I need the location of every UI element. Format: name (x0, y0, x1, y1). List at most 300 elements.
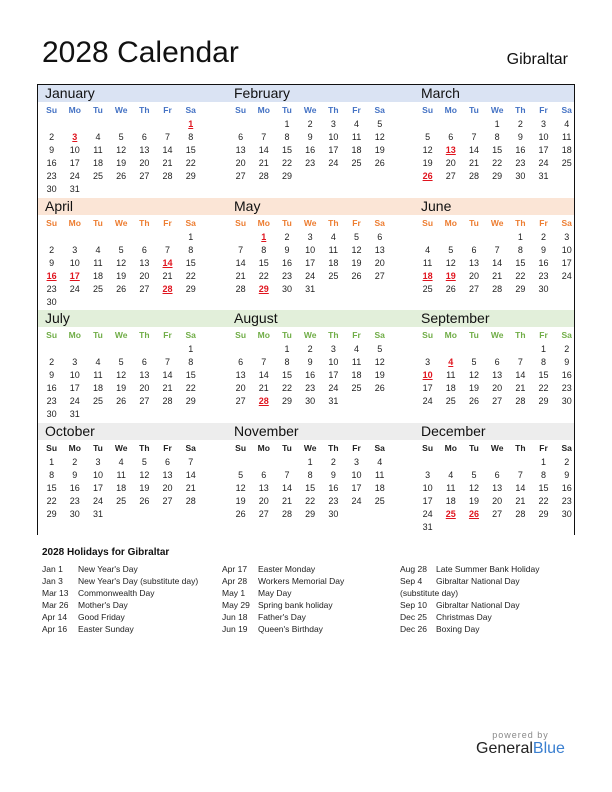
holiday-name: May Day (258, 588, 292, 598)
holiday-day-cell: 3 (72, 132, 78, 142)
weekday-label: Mo (257, 330, 270, 340)
day-cell: 24 (422, 396, 433, 406)
day-cell: 6 (141, 357, 147, 367)
weekday-label: Su (46, 442, 58, 453)
holiday-name: Gibraltar National Day (436, 600, 520, 610)
month-name: October (45, 422, 95, 439)
day-cell: 17 (561, 257, 572, 268)
day-cell: 9 (49, 145, 55, 155)
weekday-label: Fr (352, 217, 361, 228)
holiday-date: Apr 14 (42, 612, 68, 622)
weekday-label: Mo (68, 217, 81, 228)
day-cell: 26 (374, 158, 385, 168)
empty-cell (462, 118, 485, 131)
week-row (416, 244, 596, 257)
weekday-label: Tu (282, 105, 292, 115)
week-row (416, 231, 596, 244)
holiday-item (400, 587, 539, 599)
weekday-label: Th (139, 442, 150, 453)
day-cell: 11 (446, 370, 456, 380)
day-cell: 13 (162, 469, 173, 480)
weekday-label: Fr (539, 105, 548, 115)
weekday-label: Sa (185, 442, 196, 453)
day-cell: 3 (564, 231, 570, 242)
powered-by-text: powered by (492, 730, 549, 740)
weekday-label: Fr (539, 217, 548, 228)
day-cell: 23 (538, 270, 549, 281)
day-cell: 12 (468, 482, 479, 493)
week-row (229, 244, 409, 257)
day-cell: 16 (561, 482, 572, 493)
day-cell: 4 (118, 456, 124, 467)
empty-cell (555, 170, 578, 183)
day-cell: 30 (46, 184, 57, 194)
weekday-label: Sa (374, 217, 385, 228)
day-cell: 8 (188, 357, 194, 367)
month-name: June (421, 197, 452, 214)
day-cell: 16 (281, 257, 292, 268)
holiday-name: Easter Monday (258, 564, 316, 574)
day-cell: 11 (422, 257, 433, 268)
holiday-date: Aug 28 (400, 564, 427, 574)
week-row (229, 157, 409, 170)
holiday-item (222, 599, 344, 611)
weekday-label: Th (515, 217, 526, 228)
day-cell: 27 (162, 495, 173, 506)
holiday-date: Dec 25 (400, 612, 427, 622)
holiday-date: May 29 (222, 600, 250, 610)
day-cell: 16 (69, 482, 80, 493)
empty-cell (179, 408, 202, 421)
empty-cell (322, 170, 345, 183)
month-may (229, 198, 409, 296)
holiday-day-cell: 17 (69, 270, 80, 281)
day-cell: 22 (185, 270, 196, 281)
day-cell: 16 (538, 257, 549, 268)
day-cell: 23 (46, 171, 57, 181)
empty-cell (86, 296, 109, 309)
day-cell: 25 (422, 283, 433, 294)
month-february (229, 85, 409, 183)
day-cell: 5 (141, 456, 147, 467)
day-cell: 20 (374, 257, 385, 268)
day-cell: 6 (141, 244, 147, 255)
weekday-label: Th (139, 105, 150, 115)
day-cell: 31 (92, 508, 103, 519)
day-cell: 13 (235, 370, 246, 380)
holiday-name: Father's Day (258, 612, 306, 622)
empty-cell (86, 183, 109, 196)
day-cell: 1 (188, 231, 194, 242)
empty-cell (133, 231, 156, 244)
day-cell: 17 (538, 145, 549, 155)
day-cell: 5 (448, 244, 454, 255)
day-cell: 25 (328, 270, 339, 281)
week-row (40, 382, 220, 395)
day-cell: 15 (185, 257, 196, 268)
week-row (229, 395, 409, 408)
day-cell: 29 (185, 171, 196, 181)
day-cell: 28 (235, 283, 246, 294)
empty-cell (156, 508, 179, 521)
day-cell: 7 (517, 469, 523, 480)
day-cell: 8 (284, 132, 290, 142)
day-cell: 6 (165, 456, 171, 467)
day-cell: 18 (351, 145, 362, 155)
day-cell: 8 (517, 244, 523, 255)
day-cell: 10 (422, 482, 433, 493)
day-cell: 28 (515, 508, 526, 519)
day-cell: 9 (307, 357, 313, 367)
day-cell: 31 (538, 171, 549, 181)
empty-cell (345, 395, 368, 408)
day-cell: 7 (165, 132, 171, 142)
day-cell: 26 (445, 283, 456, 294)
week-row (229, 270, 409, 283)
holiday-name: Late Summer Bank Holiday (436, 564, 540, 574)
day-cell: 3 (541, 119, 547, 129)
day-cell: 21 (258, 383, 269, 393)
day-cell: 23 (46, 283, 57, 294)
day-cell: 11 (562, 132, 572, 142)
day-cell: 1 (284, 344, 290, 354)
weekday-label: Th (328, 330, 339, 340)
empty-cell (179, 508, 202, 521)
day-cell: 20 (468, 270, 479, 281)
day-cell: 21 (162, 158, 173, 168)
weekday-label: Mo (444, 105, 457, 115)
empty-cell (86, 343, 109, 356)
day-cell: 20 (235, 158, 246, 168)
weekday-label: Mo (68, 442, 81, 453)
weekday-label: Tu (469, 442, 479, 453)
day-cell: 15 (46, 482, 57, 493)
day-cell: 7 (494, 244, 500, 255)
weekday-label: Th (328, 105, 339, 115)
holiday-name: Workers Memorial Day (258, 576, 345, 586)
day-cell: 31 (69, 409, 80, 419)
day-cell: 10 (538, 132, 549, 142)
day-cell: 31 (305, 283, 316, 294)
day-cell: 1 (541, 456, 547, 467)
day-cell: 26 (116, 283, 127, 294)
day-cell: 5 (354, 231, 360, 242)
empty-cell (63, 118, 86, 131)
week-row (229, 118, 409, 131)
week-row (40, 131, 220, 144)
day-cell: 19 (351, 257, 362, 268)
day-cell: 5 (118, 357, 124, 367)
weekday-label: We (114, 105, 128, 115)
day-cell: 6 (471, 244, 477, 255)
day-cell: 26 (139, 495, 150, 506)
day-cell: 27 (258, 508, 269, 519)
week-row (40, 482, 220, 495)
day-cell: 11 (375, 469, 385, 480)
holiday-day-cell: 14 (162, 257, 173, 268)
day-cell: 15 (515, 257, 526, 268)
day-cell: 14 (235, 257, 246, 268)
weekday-label: Sa (185, 330, 196, 340)
empty-cell (133, 343, 156, 356)
day-cell: 30 (46, 409, 57, 419)
empty-cell (252, 343, 275, 356)
day-cell: 12 (116, 257, 127, 268)
day-cell: 4 (354, 344, 360, 354)
holiday-date: Sep 4 (400, 576, 423, 586)
empty-cell (439, 343, 462, 356)
day-cell: 9 (330, 469, 336, 480)
week-row (40, 283, 220, 296)
week-row (416, 157, 596, 170)
holiday-date: Apr 16 (42, 624, 68, 634)
weekday-label: Tu (93, 442, 103, 453)
day-cell: 24 (561, 270, 572, 281)
day-cell: 28 (185, 495, 196, 506)
empty-cell (179, 183, 202, 196)
empty-cell (416, 231, 439, 244)
weekday-label: Th (515, 105, 526, 115)
weekday-label: Fr (163, 330, 172, 340)
day-cell: 22 (538, 495, 549, 506)
holiday-item (400, 599, 539, 611)
day-cell: 10 (69, 145, 80, 155)
month-march (416, 85, 596, 183)
day-cell: 9 (564, 357, 570, 367)
holiday-item (222, 575, 344, 587)
empty-cell (110, 183, 133, 196)
day-cell: 23 (515, 158, 526, 168)
day-cell: 25 (351, 383, 362, 393)
weekday-header (229, 215, 409, 231)
day-cell: 31 (328, 396, 339, 406)
day-cell: 2 (307, 344, 313, 354)
holiday-day-cell: 25 (445, 508, 456, 519)
day-cell: 18 (351, 370, 362, 380)
day-cell: 6 (141, 132, 147, 142)
day-cell: 14 (258, 145, 269, 155)
week-row (416, 270, 596, 283)
day-cell: 3 (330, 344, 336, 354)
weekday-label: Sa (374, 105, 385, 115)
day-cell: 30 (515, 171, 526, 181)
day-cell: 15 (538, 482, 549, 493)
day-cell: 10 (69, 370, 80, 380)
day-cell: 26 (374, 383, 385, 393)
weekday-header (40, 102, 220, 118)
week-row (229, 343, 409, 356)
day-cell: 8 (494, 132, 500, 142)
day-cell: 1 (494, 119, 500, 129)
day-cell: 14 (468, 145, 479, 155)
weekday-label: Sa (561, 105, 572, 115)
empty-cell (63, 231, 86, 244)
weekday-label: We (490, 105, 504, 115)
day-cell: 14 (281, 482, 292, 493)
day-cell: 29 (46, 508, 57, 519)
week-row (229, 482, 409, 495)
day-cell: 16 (305, 370, 316, 380)
holiday-date: Mar 13 (42, 588, 69, 598)
day-cell: 16 (328, 482, 339, 493)
holiday-item (42, 611, 198, 623)
day-cell: 12 (116, 370, 127, 380)
week-row (229, 495, 409, 508)
day-cell: 4 (377, 456, 383, 467)
weekday-header (416, 102, 596, 118)
empty-cell (63, 343, 86, 356)
day-cell: 25 (561, 158, 572, 168)
day-cell: 16 (305, 145, 316, 155)
day-cell: 26 (468, 396, 479, 406)
day-cell: 7 (261, 357, 267, 367)
week-row (40, 296, 220, 309)
day-cell: 3 (425, 469, 431, 480)
weekday-header (416, 215, 596, 231)
day-cell: 24 (69, 396, 80, 406)
day-cell: 20 (492, 383, 503, 393)
empty-cell (532, 521, 555, 534)
day-cell: 18 (374, 482, 385, 493)
day-cell: 27 (492, 508, 503, 519)
empty-cell (345, 283, 368, 296)
month-july (40, 310, 220, 421)
empty-cell (156, 408, 179, 421)
day-cell: 7 (284, 469, 290, 480)
empty-cell (439, 118, 462, 131)
day-cell: 21 (235, 270, 246, 281)
day-cell: 21 (515, 383, 526, 393)
day-cell: 30 (281, 283, 292, 294)
day-cell: 17 (69, 383, 80, 393)
holiday-name: Good Friday (78, 612, 125, 622)
day-cell: 12 (374, 132, 385, 142)
day-cell: 12 (374, 357, 385, 367)
day-cell: 17 (69, 158, 80, 168)
calendar-grid (37, 84, 575, 535)
holiday-column (42, 563, 198, 635)
empty-cell (86, 118, 109, 131)
holiday-date: Jun 19 (222, 624, 248, 634)
day-cell: 24 (351, 495, 362, 506)
week-row (416, 521, 596, 534)
empty-cell (229, 118, 252, 131)
holiday-name: Spring bank holiday (258, 600, 333, 610)
weekday-label: Su (235, 442, 247, 453)
day-cell: 14 (492, 257, 503, 268)
weekday-label: Su (422, 217, 434, 228)
day-cell: 31 (422, 521, 433, 532)
day-cell: 20 (162, 482, 173, 493)
day-cell: 17 (328, 145, 339, 155)
day-cell: 25 (445, 396, 456, 406)
day-cell: 20 (139, 158, 150, 168)
day-cell: 7 (238, 244, 244, 255)
day-cell: 23 (561, 495, 572, 506)
empty-cell (368, 170, 391, 183)
week-row (416, 508, 596, 521)
empty-cell (110, 343, 133, 356)
empty-cell (509, 456, 532, 469)
day-cell: 8 (188, 244, 194, 255)
week-row (40, 270, 220, 283)
empty-cell (156, 231, 179, 244)
empty-cell (368, 508, 391, 521)
day-cell: 20 (445, 158, 456, 168)
day-cell: 13 (139, 257, 150, 268)
weekday-label: Sa (185, 217, 196, 228)
week-row (229, 382, 409, 395)
weekday-label: Th (515, 330, 526, 340)
holiday-item (222, 611, 344, 623)
holiday-day-cell: 28 (258, 396, 269, 406)
day-cell: 4 (95, 132, 101, 142)
empty-cell (252, 118, 275, 131)
day-cell: 22 (538, 383, 549, 393)
holiday-name: Easter Sunday (78, 624, 134, 634)
day-cell: 2 (541, 231, 547, 242)
empty-cell (555, 283, 578, 296)
day-cell: 18 (561, 145, 572, 155)
week-row (40, 170, 220, 183)
day-cell: 8 (541, 357, 547, 367)
week-row (40, 369, 220, 382)
week-row (416, 131, 596, 144)
day-cell: 24 (328, 158, 339, 168)
weekday-label: Mo (444, 330, 457, 340)
holiday-item (222, 587, 344, 599)
day-cell: 26 (235, 508, 246, 519)
page-title: 2028 Calendar (42, 36, 239, 69)
weekday-label: Su (46, 217, 58, 228)
day-cell: 29 (281, 171, 292, 181)
day-cell: 7 (517, 357, 523, 367)
day-cell: 15 (305, 482, 316, 493)
empty-cell (416, 343, 439, 356)
empty-cell (156, 296, 179, 309)
holiday-item (42, 563, 198, 575)
day-cell: 8 (307, 469, 313, 480)
day-cell: 13 (492, 370, 503, 380)
day-cell: 8 (541, 469, 547, 480)
day-cell: 7 (165, 244, 171, 255)
week-row (40, 144, 220, 157)
weekday-label: We (303, 330, 317, 340)
empty-cell (368, 395, 391, 408)
day-cell: 1 (541, 344, 547, 354)
day-cell: 6 (494, 357, 500, 367)
weekday-label: Fr (352, 105, 361, 115)
holiday-date: May 1 (222, 588, 246, 598)
day-cell: 8 (188, 132, 194, 142)
empty-cell (110, 118, 133, 131)
empty-cell (156, 118, 179, 131)
week-row (229, 283, 409, 296)
day-cell: 14 (258, 370, 269, 380)
week-row (229, 231, 409, 244)
week-row (229, 369, 409, 382)
day-cell: 24 (305, 270, 316, 281)
brand-general: General (476, 740, 533, 757)
day-cell: 15 (185, 370, 196, 380)
day-cell: 2 (49, 132, 55, 142)
day-cell: 3 (354, 456, 360, 467)
week-row (416, 456, 596, 469)
day-cell: 13 (139, 370, 150, 380)
day-cell: 22 (515, 270, 526, 281)
empty-cell (110, 296, 133, 309)
day-cell: 27 (139, 283, 150, 294)
